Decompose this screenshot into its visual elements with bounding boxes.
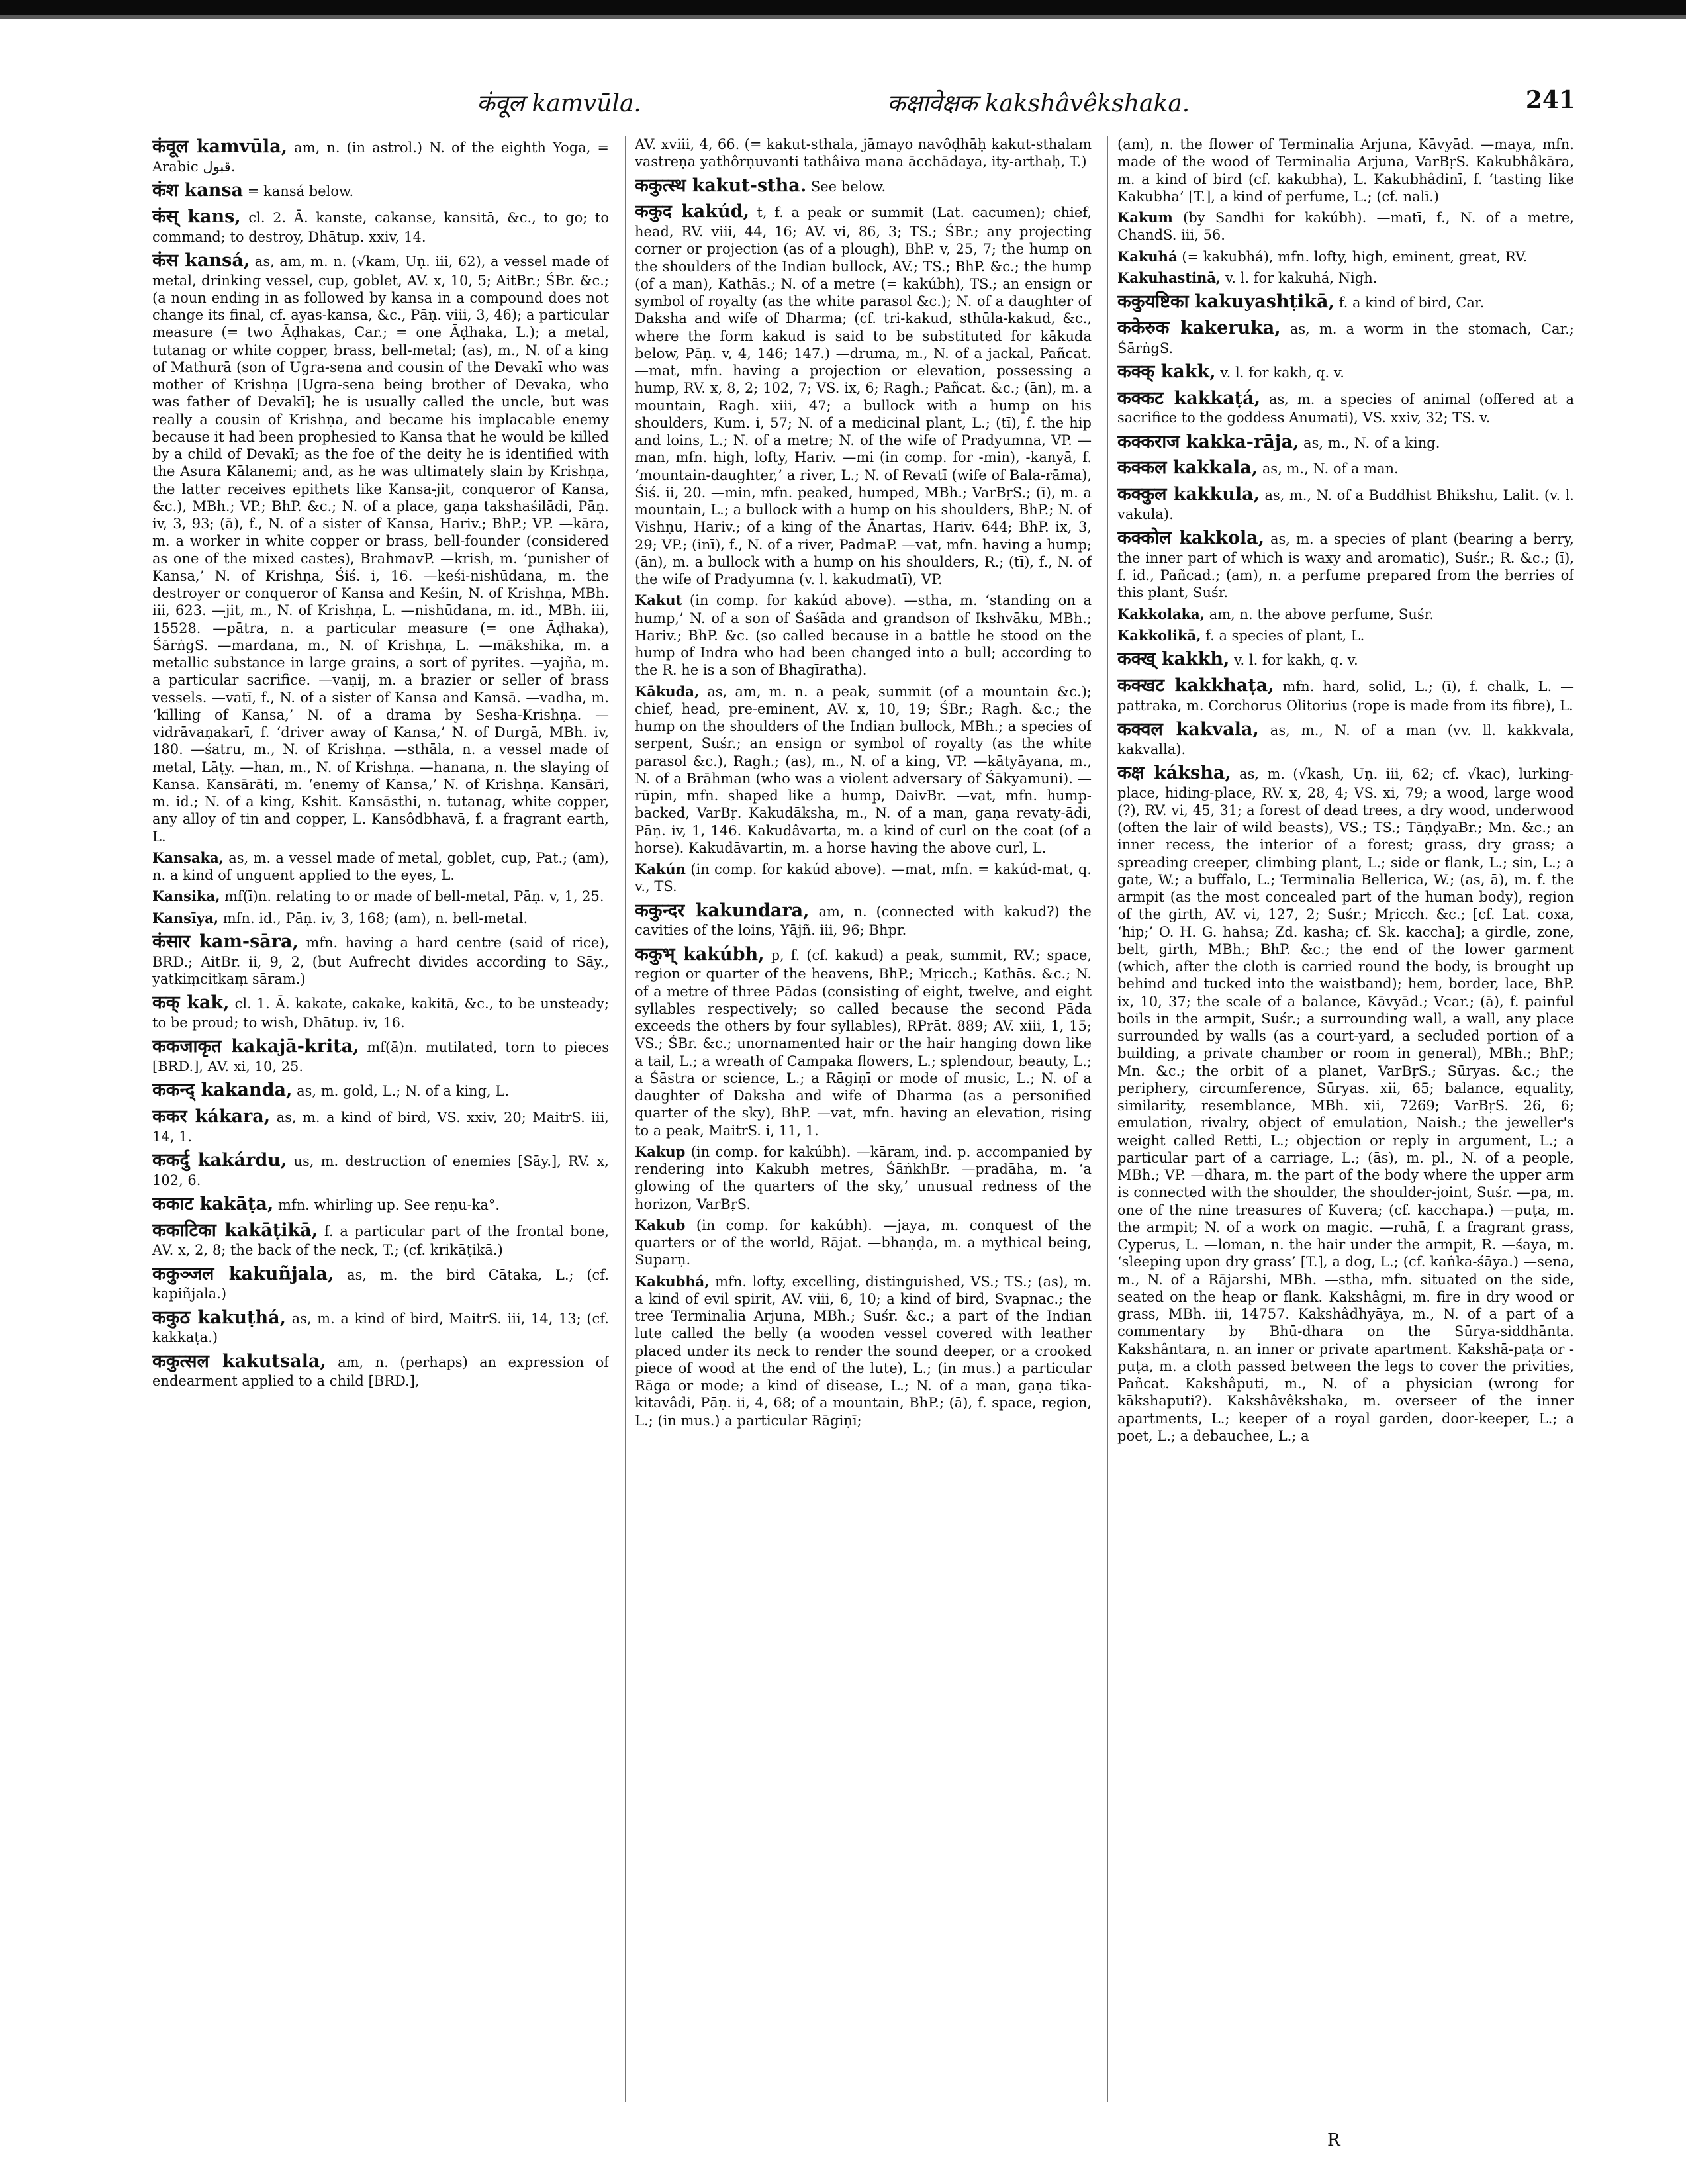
entry-headword: कंस kansá, xyxy=(152,250,250,271)
dictionary-entry xyxy=(1117,291,1574,313)
dictionary-entry xyxy=(635,861,1092,896)
entry-definition: as, m. a kind of bird, VS. xxiv, 20; MaitrS. iii, 14, 1. xyxy=(152,1109,609,1145)
entry-definition: f. a species of plant, L. xyxy=(1205,627,1365,643)
entry-headword: Kansīya, xyxy=(152,909,219,926)
dictionary-entry xyxy=(635,1143,1092,1213)
scan-top-shadow xyxy=(0,15,1686,19)
dictionary-entry xyxy=(1117,762,1574,1445)
entry-definition: am, n. (in astrol.) N. of the eighth Yoga, = Arabic قبول. xyxy=(152,140,609,175)
dictionary-entry xyxy=(1117,483,1574,523)
entry-definition: = kansá below. xyxy=(247,183,354,199)
dictionary-entry xyxy=(635,943,1092,1139)
entry-definition: as, m., N. of a man (vv. ll. kakkvala, kakvalla). xyxy=(1117,722,1574,757)
entry-definition: (= kakubhá), mfn. lofty, high, eminent, great, RV. xyxy=(1182,248,1528,265)
entry-headword: कक्ष káksha, xyxy=(1117,762,1231,783)
dictionary-entry xyxy=(1117,269,1574,287)
entry-definition: mfn. id., Pāṇ. iv, 3, 168; (am), n. bell-metal. xyxy=(222,910,528,926)
running-header xyxy=(152,86,1575,126)
dictionary-entry xyxy=(1117,675,1574,714)
entry-definition: (in comp. for kakúd above). —mat, mfn. = kakúd-mat, q. v., TS. xyxy=(635,861,1092,895)
dictionary-entry xyxy=(152,849,609,884)
entry-headword: Kakum xyxy=(1117,209,1173,226)
entry-definition: as, am, m. n. a peak, summit (of a mountain &c.); chief, head, pre-eminent, AV. x, 10, 19; ŚBr.; Ragh. &c.; the hump on the shoulders of the Indian bullock, MBh.; a species of serpent, Suśr.; an ensign or symbol of royalty (as the white parasol &c.), Ragh.; (as), m., N. of a king, VP. —kātyāyana, m., N. of a Brāhman (who was a violent adversary of Śākyamuni). —rūpin, mfn. shaped like a hump, DaivBr. —vat, mfn. hump-backed, VarBṛ. Kakudāksha, m., N. of a man, gaṇa revaty-ādi, Pāṇ. iv, 1, 146. Kakudâvarta, m. a kind of curl on the coat (of a horse). Kakudāvartin, m. a horse having the above curl, L. xyxy=(635,683,1092,856)
entry-definition: cl. 2. Ā. kanste, cakanse, kansitā, &c., to go; to command; to destroy, Dhātup. xxiv, 14. xyxy=(152,209,609,245)
dictionary-entry xyxy=(152,1351,609,1390)
dictionary-entry xyxy=(1117,248,1574,265)
column-1 xyxy=(152,136,609,2102)
dictionary-entry xyxy=(152,888,609,905)
dictionary-entry xyxy=(1117,718,1574,758)
dictionary-entry xyxy=(152,179,609,202)
dictionary-entry xyxy=(1117,136,1574,205)
entry-definition: See below. xyxy=(810,178,886,195)
entry-definition: v. l. for kakuhá, Nigh. xyxy=(1225,269,1378,286)
entry-definition: f. a particular part of the frontal bone, AV. x, 2, 8; the back of the neck, T.; (cf. krikāṭikā.) xyxy=(152,1223,609,1258)
entry-definition: am, n. the above perfume, Suśr. xyxy=(1209,606,1434,622)
entry-definition: as, m., N. of a king. xyxy=(1303,434,1440,451)
dictionary-entry xyxy=(152,250,609,845)
entry-definition: mfn. lofty, excelling, distinguished, VS.; TS.; (as), m. a kind of evil spirit, AV. viii, 6, 10; a kind of bird, Svapnac.; the tree Terminalia Arjuna, MBh.; Suśr. &c.; a part of the Indian lute called the belly (a wooden vessel covered with leather placed under its neck to render the sound deeper, or a crooked piece of wood at the end of the lute), L.; (in mus.) a particular Rāga or mode; a kind of disease, L.; N. of a man, gaṇa tika-kitavâdi, Pāṇ. ii, 4, 68; of a mountain, BhP.; (ā), f. space, region, L.; (in mus.) a particular Rāgiṇī; xyxy=(635,1273,1092,1429)
dictionary-entry xyxy=(1117,627,1574,644)
entry-headword: ककुत्सल kakutsala, xyxy=(152,1351,326,1372)
dictionary-entry xyxy=(1117,527,1574,602)
entry-headword: Kākuda, xyxy=(635,683,700,700)
entry-definition: mfn. having a hard centre (said of rice), BRD.; AitBr. ii, 9, 2, (but Aufrecht divides according to Sāy., yatkiṃcitkaṃ sāram.) xyxy=(152,934,609,987)
entry-definition: as, m. a kind of bird, MaitrS. iii, 14, 13; (cf. kakkaṭa.) xyxy=(152,1310,609,1346)
entry-headword: कक्कट kakkaṭá, xyxy=(1117,387,1260,408)
entry-definition: as, m. a worm in the stomach, Car.; ŚārṅgS. xyxy=(1117,320,1574,356)
entry-headword: Kakup xyxy=(635,1143,686,1160)
entry-definition: t, f. a peak or summit (Lat. cacumen); chief, head, RV. viii, 44, 16; AV. vi, 86, 3; TS.; ŚBr.; any projecting corner or projection (as of a plough), BhP. v, 25, 7; the hump on the shoulders of the Indian bullock, AV.; TS.; BhP. &c.; the hump (of a man), Kathās.; N. of a metre (= kakúbh), TS.; an ensign or symbol of royalty (as the white parasol &c.); N. of a daughter of Daksha and wife of Dharma; (cf. tri-kakud, sthūla-kakud, &c., where the form kakud is said to be substituted for kākuda below, Pāṇ. v, 4, 146; 147.) —druma, m., N. of a jackal, Pañcat. —mat, mfn. having a projection or elevation, possessing a hump, RV. x, 8, 2; 102, 7; VS. ix, 6; Ragh.; Pañcat. &c.; (ān), m. a mountain, Ragh. xiii, 47; a bullock with a hump on his shoulders, Kum. i, 57; N. of a medicinal plant, L.; (tī), f. the hip and loins, L.; N. of a metre; N. of the wife of Pradyumna, VP. —man, mfn. high, lofty, Hariv. —mi (in comp. for -min), -kanyā, f. ‘mountain-daughter,’ a river, L.; N. of Revatī (wife of Bala-rāma), Śiś. ii, 20. —min, mfn. peaked, humped, MBh.; VarBṛS.; (ī), m. a mountain, L.; a bullock with a hump on his shoulders, BhP.; N. of Vishṇu, Hariv.; of a king of the Ānartas, Hariv. 644; BhP. ix, 3, 29; VP.; (inī), f., N. of a river, PadmaP. —vat, mfn. having a hump; (ān), m. a bullock with a hump on his shoulders, R.; (tī), f., N. of the wife of Pradyumna (v. l. kakudmatī), VP. xyxy=(635,205,1092,587)
dictionary-entry xyxy=(152,1193,609,1215)
entry-definition: as, m. a vessel made of metal, goblet, cup, Pat.; (am), n. a kind of unguent applied to the eyes, L. xyxy=(152,849,609,883)
entry-definition: as, m. the bird Cātaka, L.; (cf. kapiñjala.) xyxy=(152,1266,609,1302)
entry-definition: as, m., N. of a Buddhist Bhikshu, Lalit. (v. l. vakula). xyxy=(1117,487,1574,522)
entry-headword: कंस् kans, xyxy=(152,206,241,227)
entry-definition: cl. 1. Ā. kakate, cakake, kakitā, &c., to be unsteady; to be proud; to wish, Dhātup. iv, 16. xyxy=(152,996,609,1031)
dictionary-entry xyxy=(152,1307,609,1347)
scan-top-edge xyxy=(0,0,1686,15)
entry-headword: ककेरुक kakeruka, xyxy=(1117,317,1281,338)
dictionary-entry xyxy=(152,1149,609,1189)
entry-headword: Kansika, xyxy=(152,888,220,905)
entry-headword: कक्वल kakvala, xyxy=(1117,718,1259,739)
entry-headword: Kakuhastinā, xyxy=(1117,269,1221,286)
dictionary-entry xyxy=(152,992,609,1031)
entry-headword: कंवूल kamvūla, xyxy=(152,136,288,157)
dictionary-entry xyxy=(1117,648,1574,671)
entry-headword: कक् kak, xyxy=(152,992,230,1013)
entry-definition: am, n. (perhaps) an expression of endearment applied to a child [BRD.], xyxy=(152,1354,609,1390)
entry-definition: as, m., N. of a man. xyxy=(1262,461,1399,477)
entry-headword: ककजाकृत kakajā-krita, xyxy=(152,1036,359,1057)
entry-headword: ककाटिका kakāṭikā, xyxy=(152,1219,318,1241)
dictionary-entry xyxy=(1117,457,1574,479)
dictionary-entry xyxy=(635,683,1092,857)
entry-headword: ककन्द् kakanda, xyxy=(152,1080,293,1100)
entry-definition: mf(ī)n. relating to or made of bell-metal, Pāṇ. v, 1, 25. xyxy=(224,888,604,905)
running-head-center: कक्षावेक्षक kakshâvêkshaka. xyxy=(887,90,1190,117)
entry-definition: mfn. hard, solid, L.; (ī), f. chalk, L. —pattraka, m. Corchorus Olitorius (rope is made from its fibre), L. xyxy=(1117,678,1574,714)
dictionary-entry xyxy=(635,1273,1092,1429)
entry-definition: (in comp. for kakúbh). —jaya, m. conquest of the quarters or of the world, Rājat. —bhaṇḍa, m. a mythical being, Suparṇ. xyxy=(635,1217,1092,1268)
entry-headword: ककुन्दर kakundara, xyxy=(635,900,810,921)
page-number: 241 xyxy=(1525,86,1575,114)
entry-definition: v. l. for kakh, q. v. xyxy=(1220,364,1344,381)
entry-headword: ककुभ् kakúbh, xyxy=(635,943,765,965)
entry-headword: ककाट kakāṭa, xyxy=(152,1193,274,1214)
entry-definition: am, n. (connected with kakud?) the cavities of the loins, Yājñ. iii, 96; Bhpr. xyxy=(635,903,1092,939)
dictionary-entry xyxy=(1117,209,1574,244)
entry-definition: as, m. a species of plant (bearing a berry, the inner part of which is waxy and aromatic), Suśr.; R. &c.; (ī), f. id., Pañcad.; (am), n. a perfume prepared from the berries of this plant, Suśr. xyxy=(1117,531,1574,601)
entry-headword: Kakkolikā, xyxy=(1117,626,1201,643)
entry-definition: as, m. a species of animal (offered at a sacrifice to the goddess Anumati), VS. xxiv, 32; TS. v. xyxy=(1117,391,1574,426)
running-head-left: कंवूल kamvūla. xyxy=(477,90,641,117)
column-divider xyxy=(1107,136,1108,2102)
dictionary-entry xyxy=(635,136,1092,171)
dictionary-columns xyxy=(152,136,1575,2102)
entry-headword: कक्क् kakk, xyxy=(1117,361,1216,382)
dictionary-entry xyxy=(635,175,1092,197)
dictionary-entry xyxy=(635,201,1092,588)
entry-definition: as, m. gold, L.; N. of a king, L. xyxy=(297,1083,509,1099)
entry-headword: Kakub xyxy=(635,1216,686,1233)
entry-definition: (in comp. for kakúbh). —kāram, ind. p. accompanied by rendering into Kakubh metres, ŚāṅkhBr. —pradāha, m. ‘a glowing of the quarters of the sky,’ unusual redness of the horizon, VarBṛS. xyxy=(635,1143,1092,1212)
dictionary-entry xyxy=(152,931,609,988)
entry-definition: (in comp. for kakúd above). —stha, m. ‘standing on a hump,’ N. of a son of Śaśāda and grandson of Ikshvāku, MBh.; Hariv.; BhP. &c. (so called because in a battle he stood on the hump of Indra who had been changed into a bull; according to the R. he is a son of Bhagīratha). xyxy=(635,593,1092,679)
entry-headword: कंसार kam-sāra, xyxy=(152,931,299,952)
entry-headword: कक्कल kakkala, xyxy=(1117,457,1258,479)
dictionary-entry xyxy=(152,1106,609,1145)
dictionary-entry xyxy=(152,1035,609,1075)
entry-headword: Kakuhá xyxy=(1117,248,1178,265)
column-divider xyxy=(625,136,626,2102)
signature-mark: R xyxy=(1327,2130,1340,2150)
dictionary-entry xyxy=(152,136,609,175)
entry-headword: Kakubhá, xyxy=(635,1272,710,1290)
entry-headword: Kakún xyxy=(635,861,686,877)
entry-headword: कक्कुल kakkula, xyxy=(1117,484,1260,504)
dictionary-entry xyxy=(635,900,1092,939)
entry-definition: AV. xviii, 4, 66. (= kakut-sthala, jāmayo navôḍhāḥ kakut-sthalam vastreṇa yathôrṇuvanti tathâiva mana ācchādaya, ity-arthaḥ, T.) xyxy=(635,136,1092,170)
entry-definition: mfn. whirling up. See reṇu-ka°. xyxy=(277,1196,500,1213)
entry-headword: ककर्दु kakárdu, xyxy=(152,1149,287,1170)
dictionary-entry xyxy=(635,1217,1092,1269)
entry-headword: Kansaka, xyxy=(152,849,224,866)
entry-headword: ककुयष्टिका kakuyashṭikā, xyxy=(1117,291,1335,312)
dictionary-entry xyxy=(1117,606,1574,623)
entry-definition: f. a kind of bird, Car. xyxy=(1338,295,1485,310)
entry-headword: कक्कोल kakkola, xyxy=(1117,528,1264,548)
column-2 xyxy=(635,136,1092,2102)
dictionary-entry xyxy=(152,206,609,246)
dictionary-entry xyxy=(152,910,609,927)
dictionary-entry xyxy=(152,1219,609,1259)
entry-headword: कक्ख् kakkh, xyxy=(1117,649,1230,669)
entry-headword: ककुठ kakuṭhá, xyxy=(152,1307,287,1328)
entry-definition: as, am, m. n. (√kam, Uṇ. iii, 62), a vessel made of metal, drinking vessel, cup, goblet, AV. x, 10, 5; AitBr.; ŚBr. &c.; (a noun ending in as followed by kansa in a compound does not change its final, cf. ayas-kansa, &c., Pāṇ. viii, 3, 46); a particular measure (= two Āḍhakas, Car.; = one Āḍhaka, L.); a metal, tutanag or white copper, brass, bell-metal; (as), m., N. of a king of Mathurā (son of Ugra-sena and cousin of the Devakī who was mother of Krishṇa [Ugra-sena being brother of Devaka, who was father of Devakī]; he is usually called the uncle, but was really a cousin of Krishṇa, and became his implacable enemy because it had been prophesied to Kansa that he would be killed by a child of Devakī; as the foe of the deity he is identified with the Asura Kālanemi; and, as he was ultimately slain by Krishṇa, the latter receives epithets like Kansa-jit, conqueror of Kansa, &c.), MBh.; VP.; BhP. &c.; N. of a place, gaṇa takshaśilādi, Pāṇ. iv, 3, 93; (ā), f., N. of a sister of Kansa, Hariv.; BhP.; VP. —kāra, m. a worker in white copper or brass, bell-founder (considered as one of the mixed castes), BrahmavP. —krish, m. ‘punisher of Kansa,’ N. of Krishṇa, Śiś. i, 16. —keśi-nishūdana, m. the destroyer or conqueror of Kansa and Keśin, N. of Krishṇa, MBh. iii, 623. —jit, m., N. of Krishṇa, L. —nishūdana, m. id., MBh. iii, 15528. —pātra, n. a particular measure (= one Āḍhaka), ŚārṅgS. —mardana, m., N. of Krishṇa, L. —mākshika, m. a metallic substance in large grains, a sort of pyrites. —yajña, m. a particular sacrifice. —vaṇij, m. a brazier or seller of brass vessels. —vatī, f., N. of a sister of Kansa and Kansā. —vadha, m. ‘killing of Kansa,’ N. of a drama by Sesha-Krishṇa. —vidrāvaṇakarī, f. ‘driver away of Kansa,’ N. of Durgā, MBh. iv, 180. —śatru, m., N. of Krishṇa. —sthāla, n. a vessel made of metal, Lāṭy. —han, m., N. of Krishṇa. —hanana, n. the slaying of Kansa. Kansārāti, m. ‘enemy of Kansa,’ N. of Krishṇa. Kansāri, m. id.; N. of a king, Kshit. Kansāsthi, n. tutanag, white copper, any alloy of tin and copper, L. Kansôdbhavā, f. a fragrant earth, L. xyxy=(152,253,609,845)
dictionary-entry xyxy=(1117,361,1574,383)
entry-headword: कक्खट kakkhaṭa, xyxy=(1117,675,1274,696)
entry-headword: Kakut xyxy=(635,592,682,609)
dictionary-entry xyxy=(1117,431,1574,453)
column-3 xyxy=(1117,136,1574,2102)
entry-definition: (by Sandhi for kakúbh). —matī, f., N. of a metre, ChandS. iii, 56. xyxy=(1117,210,1574,244)
entry-definition: us, m. destruction of enemies [Sāy.], RV. x, 102, 6. xyxy=(152,1153,609,1188)
dictionary-entry xyxy=(1117,317,1574,357)
entry-headword: ककर kákara, xyxy=(152,1106,271,1127)
entry-headword: ककुत्स्थ kakut-stha. xyxy=(635,175,807,196)
entry-headword: ककुद kakúd, xyxy=(635,201,749,222)
entry-headword: ककुञ्जल kakuñjala, xyxy=(152,1263,334,1284)
entry-definition: as, m. (√kash, Uṇ. iii, 62; cf. √kac), lurking-place, hiding-place, RV. x, 28, 4; VS. xi, 79; a wood, large wood (?), RV. vi, 45, 31; a forest of dead trees, a dry wood, underwood (often the lair of wild beasts), VS.; TS.; TāṇḍyaBr.; Mn. &c.; an inner recess, the interior of a forest; grass, dry grass; a spreading creeper, climbing plant, L.; side or flank, L.; sin, L.; a gate, W.; a buffalo, L.; Terminalia Bellerica, W.; (as, ā), m. f. the armpit (as the most concealed part of the human body), region of the girth, AV. vi, 127, 2; Suśr.; Mṛicch. &c.; [cf. Lat. coxa, ‘hip;’ O. H. G. hahsa; Zd. kasha; cf. Sk. kaccha]; a girdle, zone, belt, girth, MBh.; BhP. &c.; the end of the lower garment (which, after the cloth is carried round the body, is brought up behind and tucked into the waistband); hem, border, lace, BhP. ix, 10, 37; the scale of a balance, Kāvyād.; Vcar.; (ā), f. painful boils in the armpit, Suśr.; a surrounding wall, a wall, any place surrounded by walls (as a court-yard, a secluded portion of a building, a private chamber or room in general), MBh.; BhP.; Mn. &c.; the orbit of a planet, VarBṛS.; Sūryas. &c.; the periphery, circumference, Sūryas. xii, 65; balance, equality, similarity, resemblance, MBh. xii, 7269; VarBṛS. 26, 6; emulation, rivalry, object of emulation, Naish.; the jeweller's weight called Retti, L.; objection or reply in argument, L.; a particular part of a carriage, L.; (ās), m. pl., N. of a people, MBh.; VP. —dhara, m. the part of the body where the upper arm is connected with the shoulder, the shoulder-joint, Suśr. —pa, m. one of the nine treasures of Kuvera; (cf. kacchapa.) —puṭa, m. the armpit; N. of a work on magic. —ruhā, f. a fragrant grass, Cyperus, L. —loman, n. the hair under the armpit, R. —śaya, m. ‘sleeping upon dry grass’ [T.], a dog, L.; (cf. kaṅka-śāya.) —sena, m., N. of a Rājarshi, MBh. —stha, mfn. situated on the side, seated on the heap or flank. Kakshâgni, m. fire in dry wood or grass, MBh. iii, 14757. Kakshâdhyāya, m., N. of a part of a commentary by Bhū-dhara on the Sūrya-siddhānta. Kakshântara, n. an inner or private apartment. Kakshā-paṭa or -puṭa, m. a cloth passed between the legs to cover the privities, Pañcat. Kakshâputi, m., N. of a physician (wrong for kākshaputi?). Kakshâvêkshaka, m. overseer of the inner apartments, L.; keeper of a royal garden, door-keeper, L.; a poet, L.; a debauchee, L.; a xyxy=(1117,765,1574,1444)
entry-headword: कंश kansa xyxy=(152,180,244,201)
entry-headword: Kakkolaka, xyxy=(1117,605,1205,622)
dictionary-entry xyxy=(152,1079,609,1102)
entry-definition: p, f. (cf. kakud) a peak, summit, RV.; space, region or quarter of the heavens, BhP.; Mṛicch.; Kathās. &c.; N. of a metre of three Pādas (consisting of eight, twelve, and eight syllables respectively; so called because the second Pāda exceeds the others by four syllables), RPrāt. 889; AV. xiii, 1, 15; VS.; ŚBr. &c.; unornamented hair or the hair hanging down like a tail, L.; a wreath of Campaka flowers, L.; splendour, beauty, L.; a Śāstra or science, L.; a Rāgiṇī or mode of music, L.; N. of a daughter of Daksha and wife of Dharma (as a personified quarter of the sky), BhP. —vat, mfn. having an elevation, rising to a peak, MaitrS. i, 11, 1. xyxy=(635,947,1092,1139)
entry-definition: (am), n. the flower of Terminalia Arjuna, Kāvyād. —maya, mfn. made of the wood of Terminalia Arjuna, VarBṛS. Kakubhâkāra, m. a kind of bird (cf. kakubha), L. Kakubhâdinī, f. ‘tasting like Kakubha’ [T.], a kind of perfume, L.; (cf. nalī.) xyxy=(1117,136,1574,205)
entry-headword: कक्कराज kakka-rāja, xyxy=(1117,431,1299,452)
entry-definition: mf(ā)n. mutilated, torn to pieces [BRD.], AV. xi, 10, 25. xyxy=(152,1039,609,1074)
entry-definition: v. l. for kakh, q. v. xyxy=(1234,652,1358,668)
dictionary-entry xyxy=(1117,387,1574,427)
dictionary-entry xyxy=(152,1263,609,1303)
dictionary-entry xyxy=(635,592,1092,679)
